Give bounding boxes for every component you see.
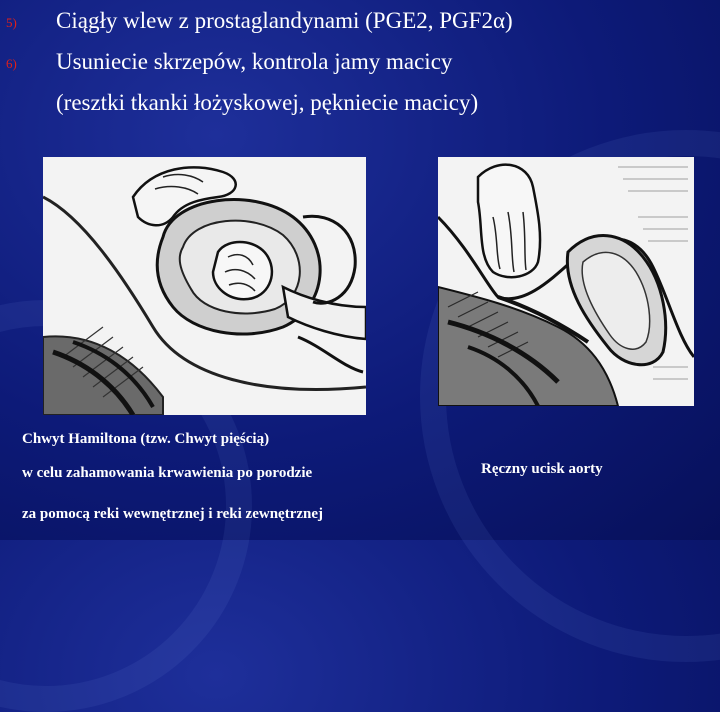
list-item-text: Usuniecie skrzepów, kontrola jamy macicy	[56, 49, 453, 74]
hamilton-maneuver-drawing	[43, 157, 366, 415]
list-number: 6)	[6, 56, 17, 71]
hamilton-caption-method: za pomocą reki wewnętrznej i reki zewnętrznej	[22, 506, 324, 522]
aortic-compression-drawing	[438, 157, 694, 406]
aortic-compression-caption: Ręczny ucisk aorty	[481, 461, 603, 477]
list-number: 5)	[6, 15, 17, 30]
hamilton-caption-title: Chwyt Hamiltona (tzw. Chwyt pięścią)	[22, 431, 270, 447]
list-item-text: (resztki tkanki łożyskowej, pękniecie macicy)	[56, 90, 479, 115]
hamilton-maneuver-illustration	[43, 157, 366, 415]
hamilton-caption-purpose: w celu zahamowania krwawienia po porodzie	[22, 465, 313, 481]
list-item-text: Ciągły wlew z prostaglandynami (PGE2, PGF2α)	[56, 8, 513, 33]
aortic-compression-illustration	[438, 157, 694, 406]
